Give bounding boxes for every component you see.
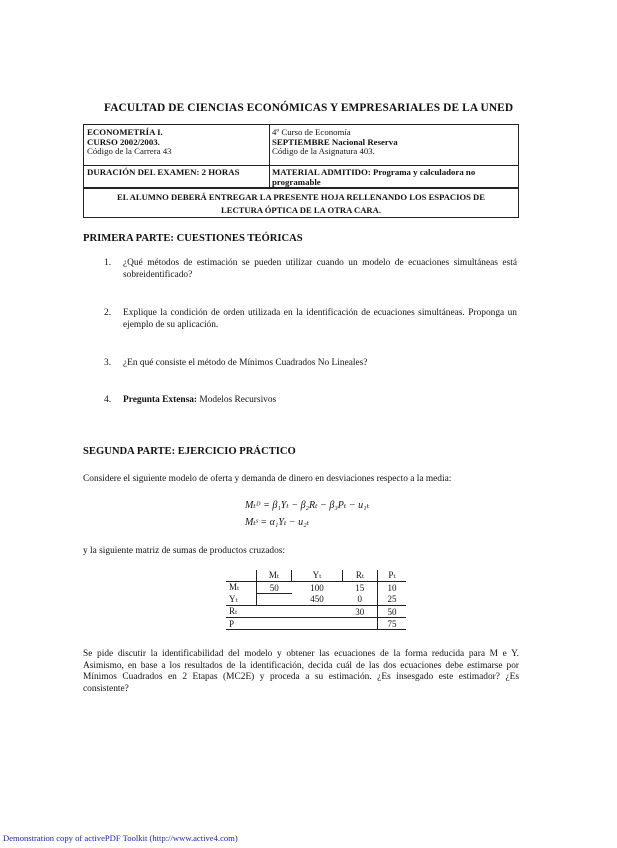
question-3-number: 3. [104, 358, 112, 368]
matrix-row [226, 582, 406, 594]
matrix-corner [226, 570, 257, 582]
matrix-header-row [226, 570, 406, 582]
matrix-cell: 30 [355, 606, 365, 617]
notice-box [83, 188, 519, 218]
subject-name: ECONOMETRÍA I. [87, 127, 163, 137]
question-4-topic: Modelos Recursivos [199, 395, 277, 405]
course-year: CURSO 2002/2003. [87, 136, 160, 147]
exercise-instructions: Se pide discutir la identificabilidad del modelo y obtener las ecuaciones de la forma reducida para M e Y. Asimismo, en base a los resultados de la identificación, decida cuál de las dos ecuaciones debe estimarse por Mínimos Cuadrados en 2 Etapas (MC2E) y proceda a su estimación. ¿Es insesgado este estimador? ¿Es consistente? [83, 649, 519, 694]
matrix-row [226, 618, 406, 630]
course-cell [272, 128, 398, 157]
header-divider-vertical [269, 125, 270, 187]
matrix-row [226, 594, 406, 606]
career-code: Código de la Carrera 43 [87, 146, 172, 157]
question-1-number: 1. [104, 258, 112, 268]
part-two-heading: SEGUNDA PARTE: EJERCICIO PRÁCTICO [83, 446, 296, 457]
watermark-footer: Demonstration copy of activePDF Toolkit (http://www.active4.com) [3, 833, 238, 843]
allowed-material: MATERIAL ADMITIDO: Programa y calculadora no programable [272, 167, 476, 187]
question-1 [104, 258, 518, 282]
matrix-cell: 10 [378, 582, 407, 594]
matrix-col-header: Mₜ [257, 570, 292, 582]
matrix-col-header: Pₜ [378, 570, 407, 582]
notice-line-2: LECTURA ÓPTICA DE LA OTRA CARA. [221, 205, 381, 215]
subject-cell [87, 128, 172, 157]
matrix-cell [292, 606, 343, 618]
matrix-cell: 75 [387, 618, 397, 629]
equation-supply: Mₜˢ = α₁Yₜ − u₂ₜ [245, 517, 310, 528]
question-4 [104, 395, 518, 407]
matrix-row-label: P [229, 618, 235, 629]
question-4-number: 4. [104, 395, 112, 405]
question-2-number: 2. [104, 308, 112, 318]
question-3 [104, 358, 518, 370]
question-2 [104, 308, 518, 332]
matrix-cell: 50 [257, 582, 292, 594]
matrix-cell: 0 [357, 594, 362, 605]
matrix-cell [257, 618, 292, 630]
page-title: FACULTAD DE CIENCIAS ECONÓMICAS Y EMPRESARIALES DE LA UNED [104, 102, 514, 114]
exam-duration: DURACIÓN DEL EXAMEN: 2 HORAS [87, 167, 240, 177]
part-one-heading: PRIMERA PARTE: CUESTIONES TEÓRICAS [83, 233, 303, 244]
question-2-text: Explique la condición de orden utilizada en la identificación de ecuaciones simultáneas. Proponga un ejemplo de su aplicación. [123, 308, 517, 330]
matrix-cell: 15 [355, 582, 365, 593]
exercise-intro: Considere el siguiente modelo de oferta y demanda de dinero en desviaciones respecto a la media: [83, 474, 452, 484]
matrix-row-label: Yₜ [229, 593, 238, 604]
matrix-cell: 450 [310, 594, 324, 605]
matrix-col-header: Rₜ [343, 570, 378, 582]
exam-session: SEPTIEMBRE Nacional Reserva [272, 136, 398, 147]
matrix-cell [343, 618, 378, 630]
cross-products-matrix [226, 570, 406, 630]
course-level: 4º Curso de Economía [272, 127, 351, 137]
matrix-cell: 50 [378, 606, 407, 618]
matrix-cell: 25 [378, 594, 407, 606]
matrix-col-header: Yₜ [292, 570, 343, 582]
matrix-row [226, 606, 406, 618]
question-4-text [123, 395, 517, 407]
matrix-cell [292, 618, 343, 630]
matrix-row-label: Mₜ [229, 582, 240, 593]
question-3-text: ¿En qué consiste el método de Mínimos Cuadrados No Lineales? [123, 358, 368, 368]
equation-demand: Mₜᴰ = β₁Yₜ − β₂Rₜ − β₃Pₜ − u₁ₜ [245, 500, 370, 511]
exam-header-box [83, 124, 519, 188]
question-4-label: Pregunta Extensa: [123, 395, 198, 405]
notice-line-1: EL ALUMNO DEBERÁ ENTREGAR LA PRESENTE HOJA RELLENANDO LOS ESPACIOS DE [116, 192, 485, 202]
matrix-cell [257, 594, 292, 606]
matrix-cell [257, 606, 292, 618]
question-1-text: ¿Qué métodos de estimación se pueden utilizar cuando un modelo de ecuaciones simultáneas está sobreidentificado? [123, 258, 517, 280]
matrix-intro: y la siguiente matriz de sumas de productos cruzados: [83, 546, 286, 556]
matrix-cell: 100 [310, 582, 324, 593]
subject-code: Código de la Asignatura 403. [272, 146, 375, 157]
header-divider-horizontal [84, 165, 518, 166]
matrix-row-label: Rₜ [229, 606, 238, 616]
